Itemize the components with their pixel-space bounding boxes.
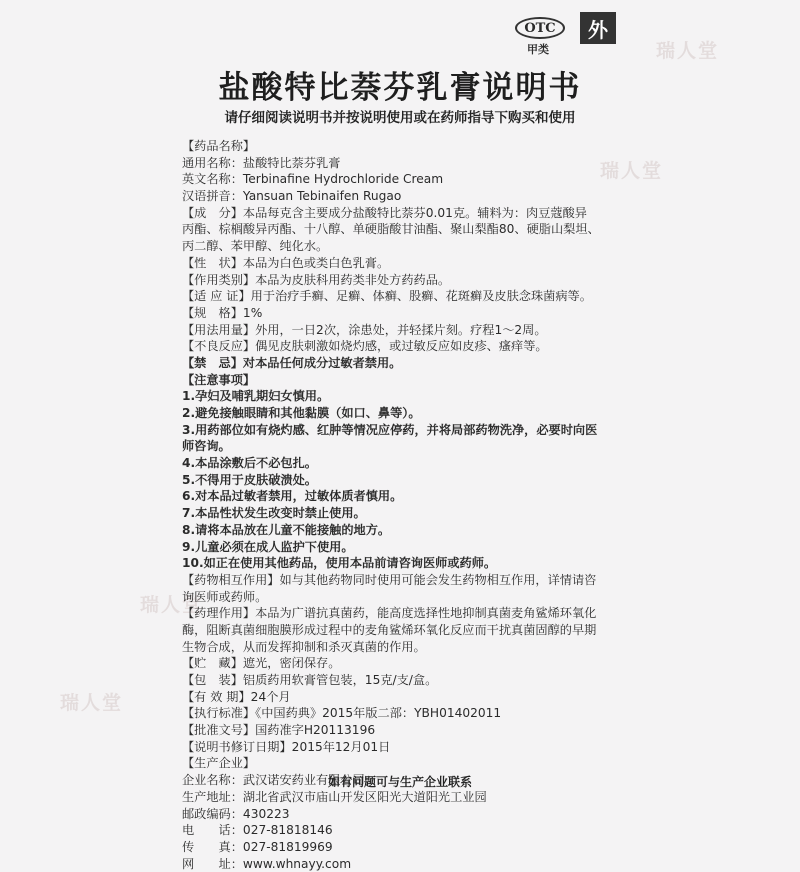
text-line: 网 址：www.whnayy.com — [182, 856, 352, 871]
footer-note: 如有问题可与生产企业联系 — [327, 775, 472, 789]
otc-class-label: 甲类 — [527, 43, 549, 56]
text-line: 【作用类别】本品为皮肤科用药类非处方药药品。 — [182, 272, 451, 287]
text-line: 电 话：027-81818146 — [182, 823, 333, 838]
text-line: 酶，阻断真菌细胞膜形成过程中的麦角鲨烯环氧化反应而干扰真菌固醇的早期 — [182, 622, 597, 637]
text-line: 【药物相互作用】如与其他药物同时使用可能会发生药物相互作用，详情请咨 — [182, 572, 597, 587]
text-line: 【批准文号】国药准字H20113196 — [182, 723, 376, 738]
precaution-item: 2.避免接触眼睛和其他黏膜（如口、鼻等）。 — [182, 406, 421, 420]
text-line: 【规 格】1% — [182, 305, 263, 320]
precaution-item: 8.请将本品放在儿童不能接触的地方。 — [182, 522, 391, 537]
precaution-item: 6.对本品过敏者禁用，过敏体质者慎用。 — [182, 489, 403, 504]
text-line: 【禁 忌】对本品任何成分过敏者禁用。 — [182, 355, 402, 370]
section-header: 【注意事项】 — [182, 372, 256, 387]
text-line: 传 真：027-81819969 — [182, 839, 333, 854]
text-line: 【用法用量】外用，一日2次，涂患处，并轻揉片刻。疗程1～2周。 — [182, 322, 547, 337]
otc-badge: OTC — [515, 17, 565, 39]
document-title: 盐酸特比萘芬乳膏说明书 — [218, 70, 582, 106]
text-line: 【成 分】本品每克含主要成分盐酸特比萘芬0.01克。辅料为：肉豆蔻酸异 — [182, 205, 587, 220]
text-line: 【贮 藏】遮光，密闭保存。 — [182, 656, 341, 671]
precaution-item: 10.如正在使用其他药品，使用本品前请咨询医师或药师。 — [182, 556, 497, 571]
text-line: 企业名称：武汉诺安药业有限公司 — [182, 773, 365, 788]
text-line: 【性 状】本品为白色或类白色乳膏。 — [182, 255, 390, 270]
text-line: 【包 装】铝质药用软膏管包装，15克/支/盒。 — [182, 673, 438, 687]
text-line: 丙二醇、苯甲醇、纯化水。 — [182, 239, 329, 254]
precaution-item: 1.孕妇及哺乳期妇女慎用。 — [182, 389, 330, 404]
watermark: 瑞人堂 — [140, 594, 204, 616]
precaution-item: 4.本品涂敷后不必包扎。 — [182, 456, 317, 471]
text-line: 【有 效 期】24个月 — [182, 689, 291, 704]
precaution-item: 7.本品性状发生改变时禁止使用。 — [182, 506, 366, 521]
text-line: 【适 应 证】用于治疗手癣、足癣、体癣、股癣、花斑癣及皮肤念珠菌病等。 — [182, 289, 592, 304]
text-line: 汉语拼音：Yansuan Tebinaifen Rugao — [182, 189, 402, 204]
text-line: 【说明书修订日期】2015年12月01日 — [182, 739, 391, 754]
watermark: 瑞人堂 — [60, 692, 124, 714]
text-line: 【药理作用】本品为广谱抗真菌药，能高度选择性地抑制真菌麦角鲨烯环氧化 — [182, 606, 597, 621]
precaution-item: 师咨询。 — [182, 439, 231, 454]
external-use-badge: 外 — [580, 12, 616, 44]
text-line: 询医师或药师。 — [182, 589, 268, 604]
text-line: 英文名称：Terbinafine Hydrochloride Cream — [182, 172, 444, 187]
watermark: 瑞人堂 — [600, 160, 664, 182]
text-line: 生物合成，从而发挥抑制和杀灭真菌的作用。 — [182, 639, 426, 654]
section-header: 【药品名称】 — [182, 139, 256, 153]
watermark: 瑞人堂 — [656, 40, 720, 62]
text-line: 丙酯、棕榈酸异丙酯、十八醇、单硬脂酸甘油酯、聚山梨酯80、硬脂山梨坦、 — [182, 222, 600, 237]
instructions-body — [182, 138, 632, 872]
document-subtitle: 请仔细阅读说明书并按说明使用或在药师指导下购买和使用 — [224, 110, 576, 126]
text-line: 通用名称：盐酸特比萘芬乳膏 — [182, 155, 341, 170]
text-line: 邮政编码：430223 — [182, 806, 290, 821]
text-line: 生产地址：湖北省武汉市庙山开发区阳光大道阳光工业园 — [182, 789, 487, 804]
precaution-item: 3.用药部位如有烧灼感、红肿等情况应停药，并将局部药物洗净，必要时向医 — [182, 422, 598, 437]
section-header: 【生产企业】 — [182, 756, 256, 771]
text-line: 【执行标准】《中国药典》2015年版二部：YBH01402011 — [182, 706, 502, 721]
precaution-item: 9.儿童必须在成人监护下使用。 — [182, 539, 354, 554]
text-line: 【不良反应】偶见皮肤刺激如烧灼感，或过敏反应如皮疹、瘙痒等。 — [182, 339, 548, 354]
precaution-item: 5.不得用于皮肤破溃处。 — [182, 472, 317, 487]
